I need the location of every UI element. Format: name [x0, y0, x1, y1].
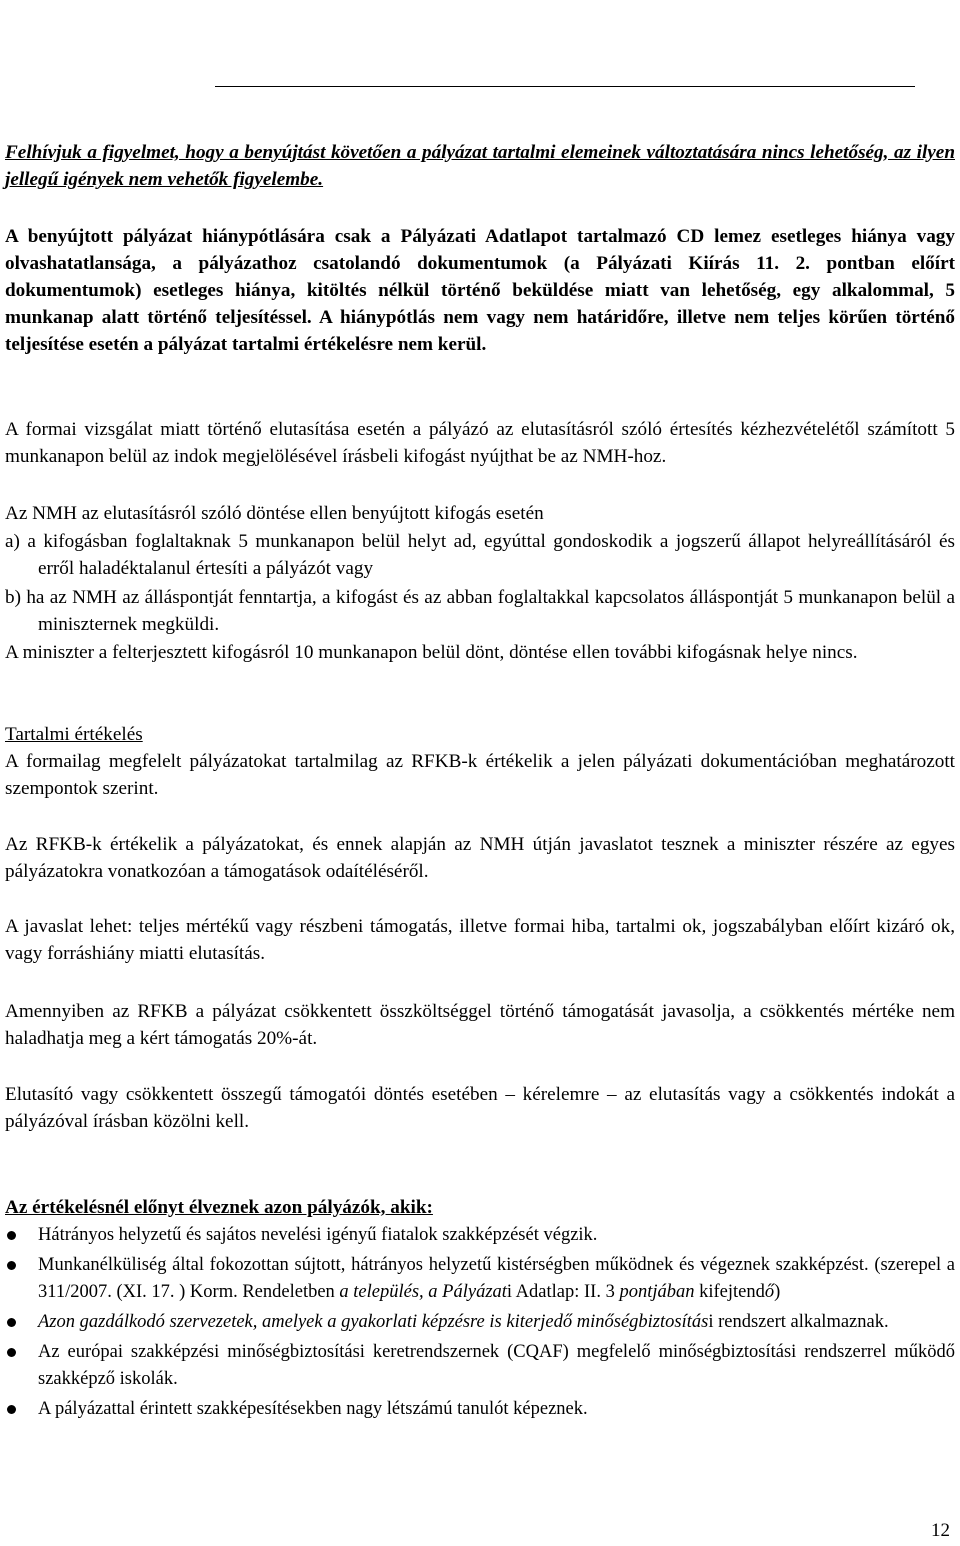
bullet-dot-icon: [7, 1318, 16, 1327]
bullet-text-italic: ő: [764, 1282, 775, 1302]
bullet-text-italic: pontjában: [619, 1282, 695, 1302]
hianypotlas-text-1: A benyújtott pályázat hiánypótlására csak a Pályázati Adatlapot tartalmazó CD lemez esetleges hiánya vagy olvashatatlansága, a pályázathoz csatolandó dokumentumok (a Pályázati Kiírás 11. 2. pontban előírt dokumentumok) esetleges hiánya, kitöltés nélkül történő beküldése miatt van lehetőség, egy alkalommal, 5 munkanap alatt történő teljesítéssel.: [5, 226, 955, 328]
tartalmi-paragraph-2: Az RFKB-k értékelik a pályázatokat, és ennek alapján az NMH útján javaslatot tesznek a miniszter részére az egyes pályázatokra vonatkozóan a támogatások odaítéléséről.: [5, 834, 955, 882]
bullet-item: [5, 1339, 955, 1393]
bullet-text: Munkanélküliség által fokozottan sújtott, hátrányos helyzetű kistérségben működnek és végeznek szakképzést. (szerepel a 311/2007. (XI. 17. ) Korm. Rendeletben: [38, 1255, 955, 1302]
tartalmi-paragraph-4: Amennyiben az RFKB a pályázat csökkentett összköltséggel történő támogatását javasolja, a csökkentés mértéke nem haladhatja meg a kért támogatás 20%-át.: [5, 1001, 955, 1049]
formai-paragraph-3: A miniszter a felterjesztett kifogásról 10 munkanapon belül dönt, döntése ellen további kifogásnak helye nincs.: [5, 642, 858, 663]
tartalmi-heading: Tartalmi értékelés: [5, 724, 143, 745]
formai-paragraph-2: Az NMH az elutasításról szóló döntése ellen benyújtott kifogás esetén: [5, 503, 544, 524]
tartalmi-paragraph-5: Elutasító vagy csökkentett összegű támogatói döntés esetében – kérelemre – az elutasítás vagy a csökkentés indokát a pályázóval írásban közölni kell.: [5, 1084, 955, 1132]
bullet-text: ): [774, 1282, 781, 1302]
tartalmi-paragraph-1: A formailag megfelelt pályázatokat tartalmilag az RFKB-k értékelik a jelen pályázati dokumentációban meghatározott szempontok szerint.: [5, 751, 955, 799]
tartalmi-paragraph-3: A javaslat lehet: teljes mértékű vagy részbeni támogatás, illetve formai hiba, tartalmi ok, jogszabályban előírt kizáró ok, vagy forráshiány miatti elutasítás.: [5, 916, 955, 964]
bullet-item: [5, 1252, 955, 1306]
hianypotlas-paragraph: [5, 223, 955, 358]
elony-heading: Az értékelésnél előnyt élveznek azon pályázók, akik:: [5, 1197, 433, 1218]
formai-paragraph-1: A formai vizsgálat miatt történő elutasítása esetén a pályázó az elutasításról szóló értesítés kézhezvételétől számított 5 munkanapon belül az indok megjelölésével írásbeli kifogást nyújthat be az NMH-hoz.: [5, 419, 955, 467]
elony-bullet-list: [5, 1222, 955, 1426]
formai-item-a: a) a kifogásban foglaltaknak 5 munkanapon belül helyt ad, egyúttal gondoskodik a jogszerű állapot helyreállításáról és erről haladéktalanul értesíti a pályázót vagy: [5, 531, 955, 579]
bullet-text: i Adatlap: II. 3: [506, 1282, 620, 1302]
page-number: 12: [931, 1520, 950, 1541]
bullet-item: [5, 1309, 955, 1336]
bullet-dot-icon: [7, 1348, 16, 1357]
header-title: PÁLYÁZATI DOKUMENTÁCIÓ – PÁLYÁZATI KIÍRÁS: [271, 3, 689, 22]
header-rule: [215, 86, 915, 87]
bullet-text: kifejtend: [694, 1282, 765, 1302]
header-subtitle-line1: Az NFA képzési alaprész decentralizált keretéből finanszírozandó, fejlesztésre irányuló beruházások: [138, 30, 822, 49]
bullet-dot-icon: [7, 1231, 16, 1240]
bullet-text-italic: a település, a Pályázat: [339, 1282, 507, 1302]
header-subtitle-line2: támogatásához kiírásra kerülő pályázatokhoz: [326, 57, 634, 76]
bullet-text: Hátrányos helyzetű és sajátos nevelési igényű fiatalok szakképzését végzik.: [38, 1225, 598, 1245]
bullet-dot-icon: [7, 1261, 16, 1270]
bullet-item: [5, 1396, 955, 1423]
bullet-text: i rendszert alkalmaznak.: [708, 1312, 889, 1332]
notice-paragraph: Felhívjuk a figyelmet, hogy a benyújtást követően a pályázat tartalmi elemeinek változtatására nincs lehetőség, az ilyen jellegű igények nem vehetők figyelembe.: [5, 142, 955, 190]
bullet-item: [5, 1222, 955, 1249]
hianypotlas-text-2: A hiánypótlás nem vagy nem határidőre, illetve nem teljes körűen történő teljesítése esetén a pályázat tartalmi értékelésre nem kerül.: [5, 307, 955, 355]
bullet-dot-icon: [7, 1405, 16, 1414]
formai-item-b: b) ha az NMH az álláspontját fenntartja, a kifogást és az abban foglaltakkal kapcsolatos álláspontját 5 munkanapon belül a miniszternek megküldi.: [5, 587, 955, 635]
bullet-text: Az európai szakképzési minőségbiztosítási keretrendszernek (CQAF) megfelelő minőségbiztosítási rendszerrel működő szakképző iskolák.: [38, 1342, 955, 1389]
bullet-text-italic: Azon gazdálkodó szervezetek, amelyek a gyakorlati képzésre is kiterjedő minőségbiztosítás: [38, 1312, 709, 1332]
bullet-text: A pályázattal érintett szakképesítésekben nagy létszámú tanulót képeznek.: [38, 1399, 588, 1419]
